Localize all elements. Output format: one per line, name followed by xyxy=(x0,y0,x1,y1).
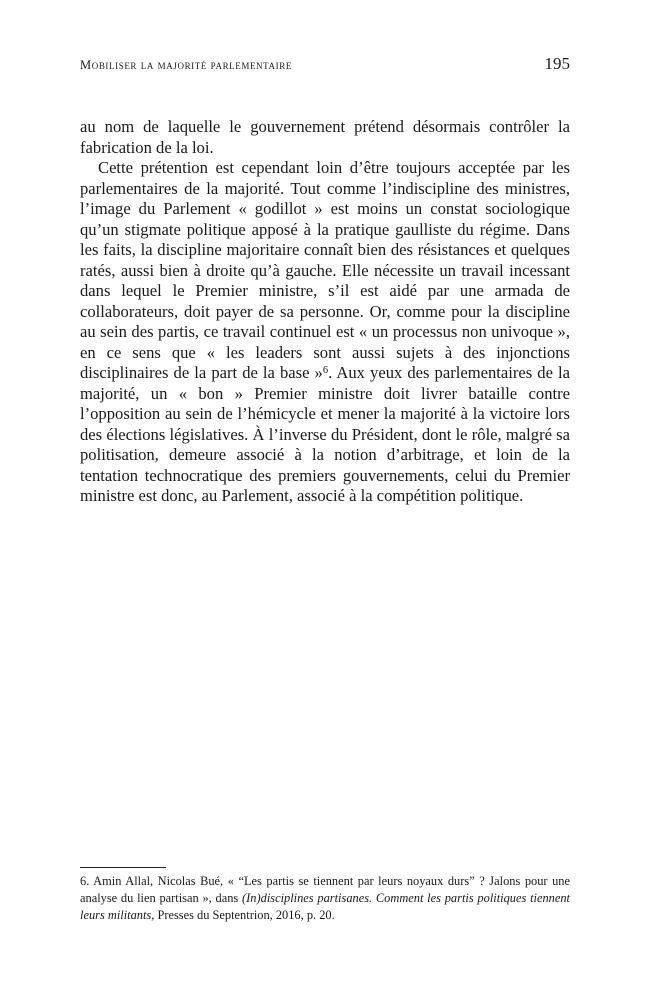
paragraph-2-part-2: . Aux yeux des parlementaires de la majorité, un « bon » Premier ministre doit livrer bataille contre l’opposition au sein de l’hémicycle et mener la majorité à la victoire lors des élections législatives. À l’inverse du Président, dont le rôle, malgré sa politisation, demeure associé à la notion d’arbitrage, et loin de la tentation technocratique des premiers gouvernements, celui du Premier ministre est donc, au Parlement, associé à la compétition politique. xyxy=(80,363,570,505)
running-title: Mobiliser la majorité parlementaire xyxy=(80,58,292,72)
footnote-6 xyxy=(80,873,570,924)
page-number: 195 xyxy=(544,54,570,73)
running-header xyxy=(80,54,570,78)
footnote-reference[interactable]: 6 xyxy=(322,365,329,376)
paragraph-2-part-1: Cette prétention est cependant loin d’être toujours acceptée par les parlementaires de la majorité. Tout comme l’indiscipline des ministres, l’image du Parlement « godillot » est moins un constat sociologique qu’un stigmate politique apposé à la pratique gaulliste du régime. Dans les faits, la discipline majoritaire connaît bien des résistances et quelques ratés, aussi bien à droite qu’à gauche. Elle nécessite un travail incessant dans lequel le Premier ministre, s’il est aidé par une armada de collaborateurs, doit payer de sa personne. Or, comme pour la discipline au sein des partis, ce travail continuel est « un processus non univoque », en ce sens que « les leaders sont aussi sujets à des injonctions disciplinaires de la part de la base » xyxy=(80,158,570,382)
footnote-book-title: (In)disciplines partisanes. Comment les partis politiques tiennent leurs militants xyxy=(80,891,570,922)
paragraph-1: au nom de laquelle le gouvernement prétend désormais contrôler la fabrication de la loi. xyxy=(80,117,570,157)
footnote-citation: 6. Amin Allal, Nicolas Bué, « “Les partis se tiennent par leurs noyaux durs” ? Jalons pour une analyse du lien partisan », dans xyxy=(80,874,570,905)
paragraph-2 xyxy=(80,158,570,507)
footnote-divider xyxy=(80,867,166,868)
main-text xyxy=(80,117,570,507)
footnote-publisher: , Presses du Septentrion, 2016, p. 20. xyxy=(151,908,335,922)
